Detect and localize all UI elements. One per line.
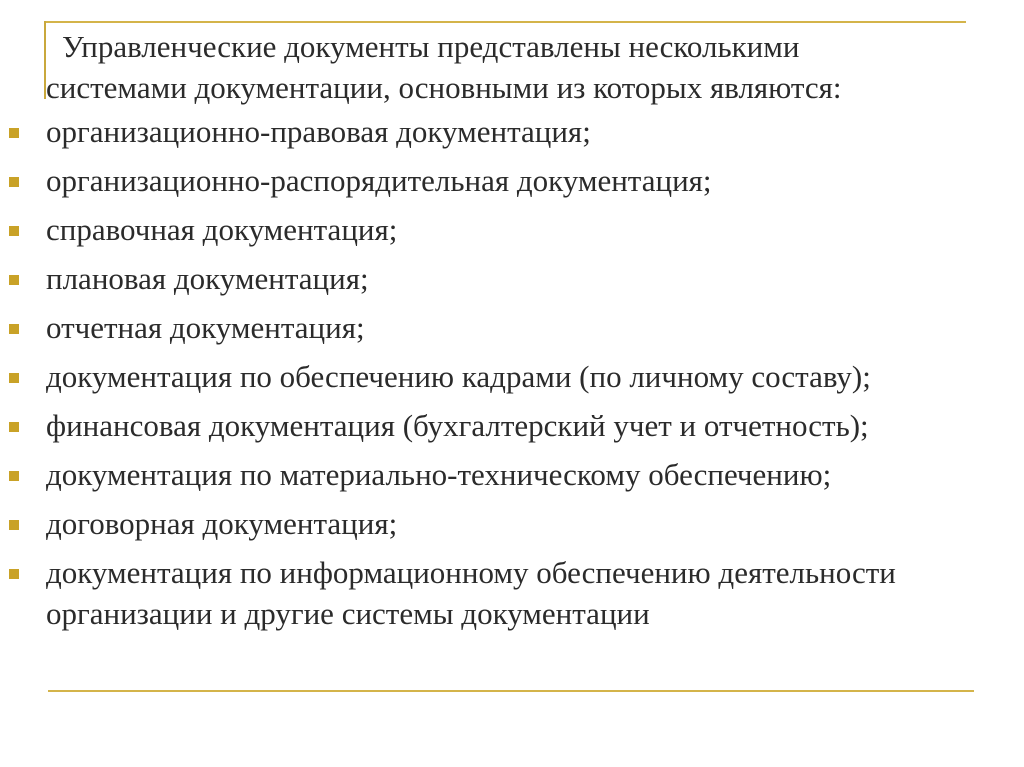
list-item	[0, 503, 1024, 552]
top-divider	[46, 21, 966, 23]
list-item	[0, 111, 1024, 160]
list-item	[0, 209, 1024, 258]
square-bullet-icon	[9, 324, 19, 334]
square-bullet-icon	[9, 471, 19, 481]
list-item	[0, 356, 1024, 405]
intro-line-1: Управленческие документы представлены несколькими	[62, 29, 800, 64]
intro-line-2: системами документации, основными из которых являются:	[46, 70, 842, 105]
intro-paragraph	[46, 26, 986, 108]
list-item-text-line-2: организации и другие системы документации	[46, 596, 650, 631]
square-bullet-icon	[9, 569, 19, 579]
list-item-text: плановая документация;	[46, 261, 369, 296]
list-item-text: документация по обеспечению кадрами (по личному составу);	[46, 359, 871, 394]
list-item	[0, 307, 1024, 356]
bottom-divider	[48, 690, 974, 692]
list-item-text: организационно-распорядительная документация;	[46, 163, 712, 198]
list-item	[0, 160, 1024, 209]
list-item-text: финансовая документация (бухгалтерский учет и отчетность);	[46, 408, 869, 443]
list-item-text: договорная документация;	[46, 506, 398, 541]
bullet-list	[0, 111, 1024, 634]
list-item-text: справочная документация;	[46, 212, 398, 247]
list-item	[0, 454, 1024, 503]
list-item	[0, 258, 1024, 307]
list-item	[0, 405, 1024, 454]
square-bullet-icon	[9, 422, 19, 432]
square-bullet-icon	[9, 373, 19, 383]
list-item-text-line-1: документация по информационному обеспечению деятельности	[46, 555, 896, 590]
square-bullet-icon	[9, 226, 19, 236]
list-item	[0, 552, 1024, 634]
square-bullet-icon	[9, 520, 19, 530]
list-item-text: документация по материально-техническому обеспечению;	[46, 457, 832, 492]
list-item-text: организационно-правовая документация;	[46, 114, 591, 149]
list-item-text: отчетная документация;	[46, 310, 365, 345]
square-bullet-icon	[9, 177, 19, 187]
square-bullet-icon	[9, 275, 19, 285]
square-bullet-icon	[9, 128, 19, 138]
